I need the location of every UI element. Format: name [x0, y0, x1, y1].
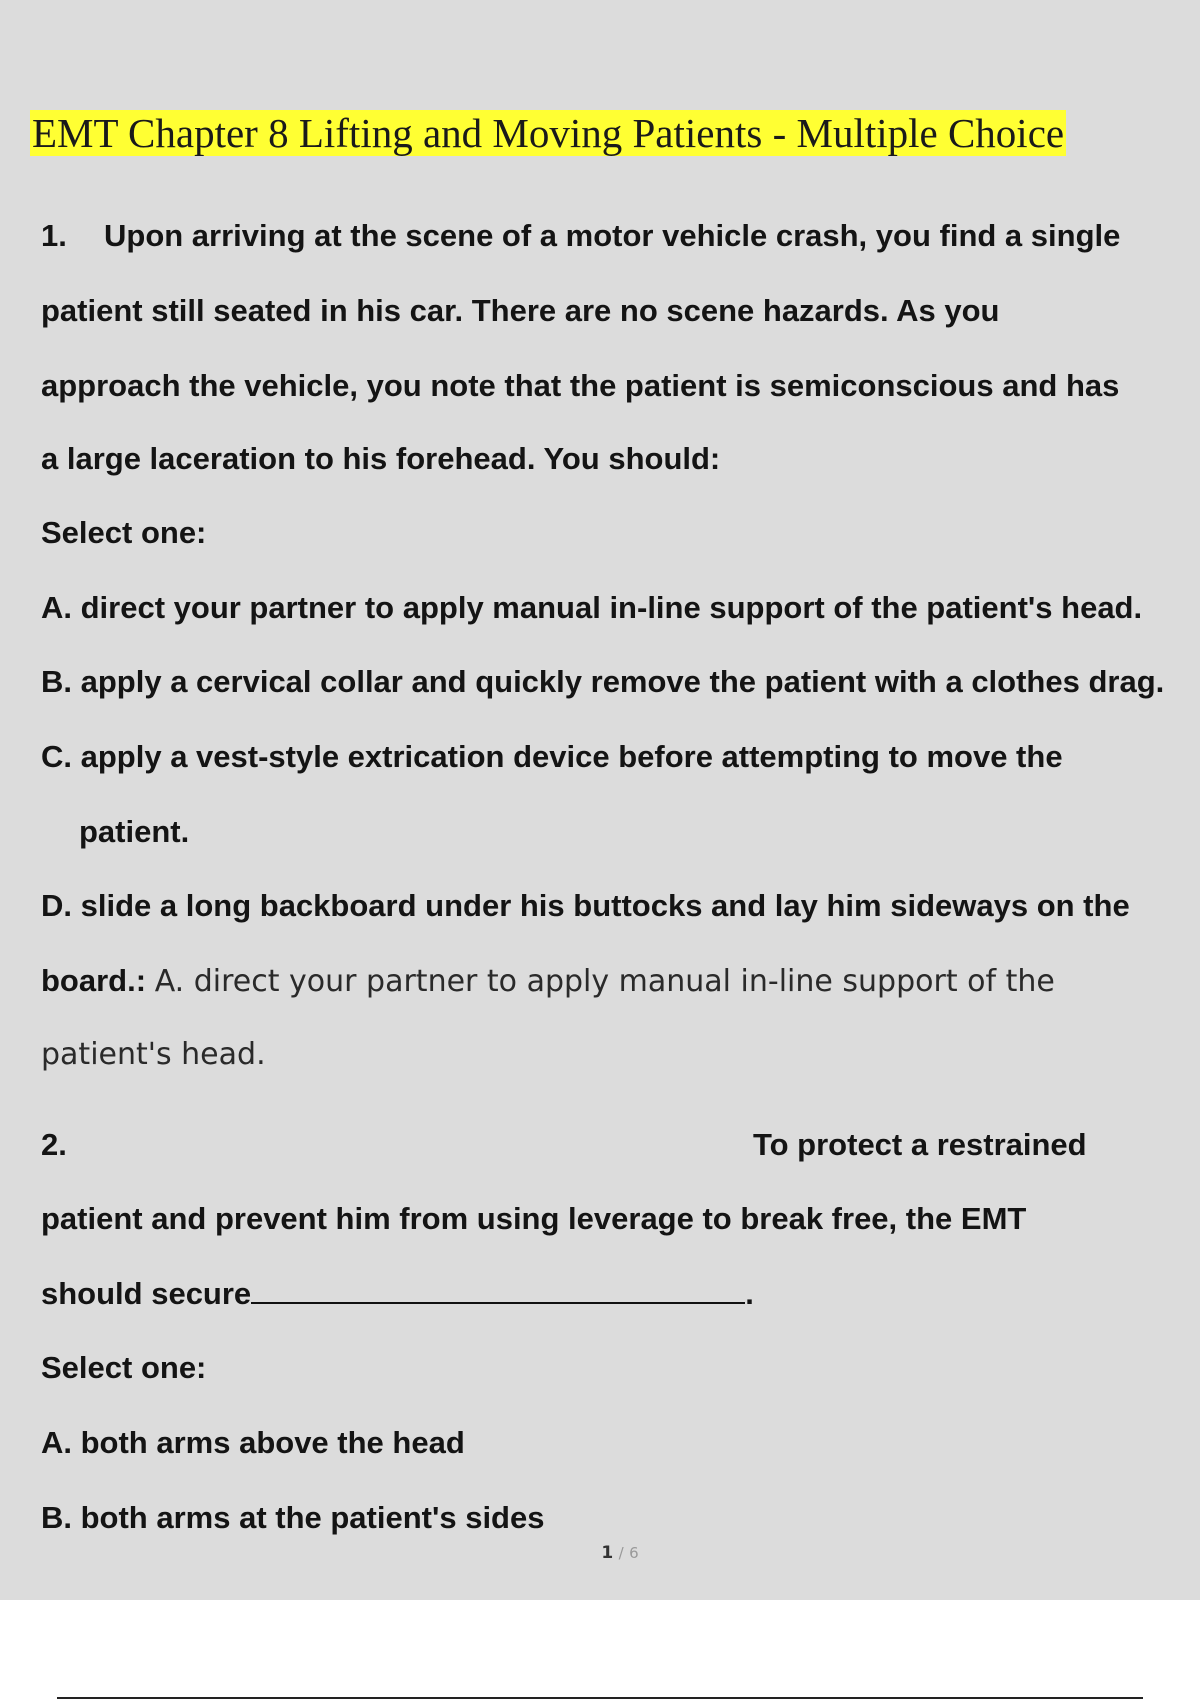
question-1-stem-4: a large laceration to his forehead. You should: [41, 441, 721, 476]
question-1-answer: A. direct your partner to apply manual in-line support of the [154, 964, 1055, 999]
question-1-option-d-tail: board.: [41, 963, 147, 998]
question-1-option-c-cont: patient. [79, 814, 190, 849]
question-2-stem-3 [41, 1274, 754, 1314]
document-title [30, 108, 1066, 158]
question-1-option-d: D. slide a long backboard under his buttocks and lay him sideways on the [41, 888, 1130, 923]
page-counter [0, 1543, 1200, 1563]
page-total: 6 [629, 1544, 639, 1562]
question-1-option-b: B. apply a cervical collar and quickly remove the patient with a clothes drag. [41, 664, 1165, 699]
question-1-stem-1: Upon arriving at the scene of a motor vehicle crash, you find a single [104, 218, 1121, 253]
question-2-number: 2. [41, 1127, 67, 1162]
question-2-stem-1: To protect a restrained [753, 1127, 1087, 1162]
question-2-stem-end: . [745, 1276, 754, 1311]
question-1-option-a: A. direct your partner to apply manual in-line support of the patient's head. [41, 590, 1143, 625]
title-highlight: EMT Chapter 8 Lifting and Moving Patients - Multiple Choice [32, 110, 1065, 156]
question-1-line-1 [41, 216, 1120, 256]
question-2-stem-2: patient and prevent him from using leverage to break free, the EMT [41, 1201, 1027, 1236]
next-page-rule [57, 1697, 1143, 1699]
question-1-answer-line-2: patient's head. [41, 1037, 266, 1072]
page-current: 1 [601, 1543, 614, 1563]
question-1-select-label: Select one: [41, 515, 207, 550]
answer-blank [251, 1274, 745, 1304]
question-1-answer-line-1 [41, 961, 1055, 1002]
question-2-stem-3-text: should secure [41, 1276, 252, 1311]
question-2-option-b: B. both arms at the patient's sides [41, 1500, 545, 1535]
question-1-number: 1. [41, 218, 67, 253]
question-2-option-a: A. both arms above the head [41, 1425, 465, 1460]
question-1-stem-3: approach the vehicle, you note that the patient is semiconscious and has [41, 368, 1120, 403]
question-2-select-label: Select one: [41, 1350, 207, 1385]
question-1-option-c: C. apply a vest-style extrication device before attempting to move the [41, 739, 1063, 774]
question-1-stem-2: patient still seated in his car. There are no scene hazards. As you [41, 293, 1000, 328]
page-separator: / [618, 1544, 624, 1562]
